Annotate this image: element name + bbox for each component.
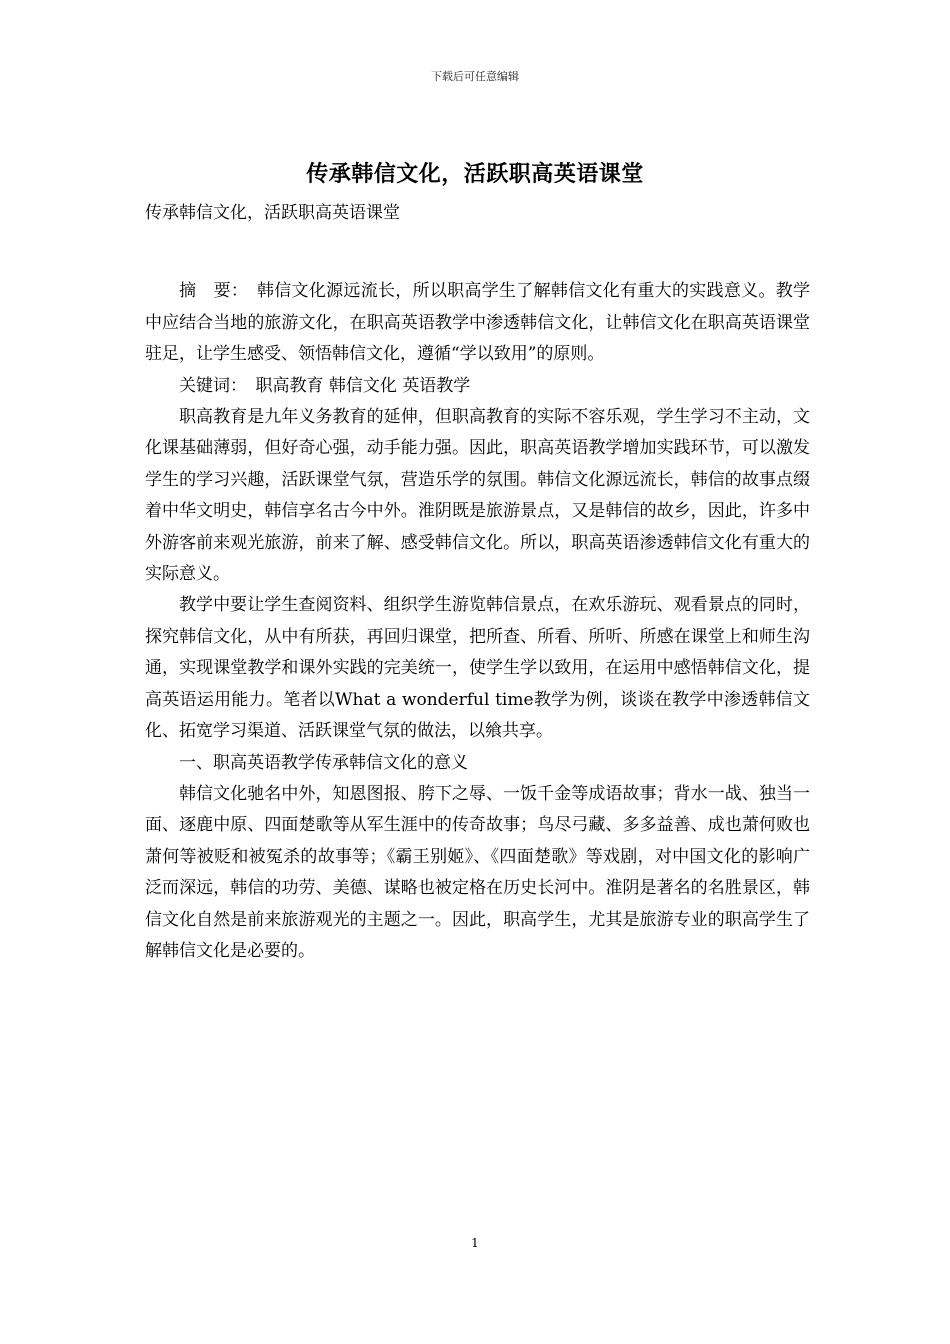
document-subtitle: 传承韩信文化，活跃职高英语课堂 <box>145 203 400 223</box>
abstract-paragraph: 摘 要： 韩信文化源远流长，所以职高学生了解韩信文化有重大的实践意义。教学中应结合当地的旅游文化，在职高英语教学中渗透韩信文化，让韩信文化在职高英语课堂驻足，让学生感受、领悟韩信文化，遵循“学以致用”的原则。 <box>145 281 810 365</box>
keywords-line: 关键词： 职高教育 韩信文化 英语教学 <box>179 375 471 396</box>
document-body <box>145 198 810 967</box>
body-paragraph-1: 职高教育是九年义务教育的延伸，但职高教育的实际不容乐观，学生学习不主动，文化课基础薄弱，但好奇心强，动手能力强。因此，职高英语教学增加实践环节，可以激发学生的学习兴趣，活跃课堂气氛，营造乐学的氛围。韩信文化源远流长，韩信的故事点缀着中华文明史，韩信享名古今中外。淮阴既是旅游景点，又是韩信的故乡，因此，许多中外游客前来观光旅游，前来了解、感受韩信文化。所以，职高英语渗透韩信文化有重大的实际意义。 <box>145 407 810 585</box>
section-heading: 一、职高英语教学传承韩信文化的意义 <box>179 752 468 773</box>
page-number: 1 <box>471 1236 479 1250</box>
document-title: 传承韩信文化，活跃职高英语课堂 <box>306 161 644 187</box>
page-header-note: 下载后可任意编辑 <box>431 70 519 83</box>
body-paragraph-2: 教学中要让学生查阅资料、组织学生游览韩信景点，在欢乐游玩、观看景点的同时，探究韩信文化，从中有所获，再回归课堂，把所查、所看、所听、所感在课堂上和师生沟通，实现课堂教学和课外实践的完美统一，使学生学以致用，在运用中感悟韩信文化，提高英语运用能力。笔者以What a wonderful time教学为例，谈谈在教学中渗透韩信文化、拓宽学习渠道、活跃课堂气氛的做法，以飨共享。 <box>145 595 810 742</box>
blank-line <box>145 229 810 276</box>
section-paragraph-1: 韩信文化驰名中外，知恩图报、胯下之辱、一饭千金等成语故事；背水一战、独当一面、逐鹿中原、四面楚歌等从军生涯中的传奇故事；鸟尽弓藏、多多益善、成也萧何败也萧何等被贬和被冤杀的故事等；《霸王别姬》、《四面楚歌》等戏剧，对中国文化的影响广泛而深远，韩信的功劳、美德、谋略也被定格在历史长河中。淮阴是著名的名胜景区，韩信文化自然是前来旅游观光的主题之一。因此，职高学生，尤其是旅游专业的职高学生了解韩信文化是必要的。 <box>145 783 810 961</box>
